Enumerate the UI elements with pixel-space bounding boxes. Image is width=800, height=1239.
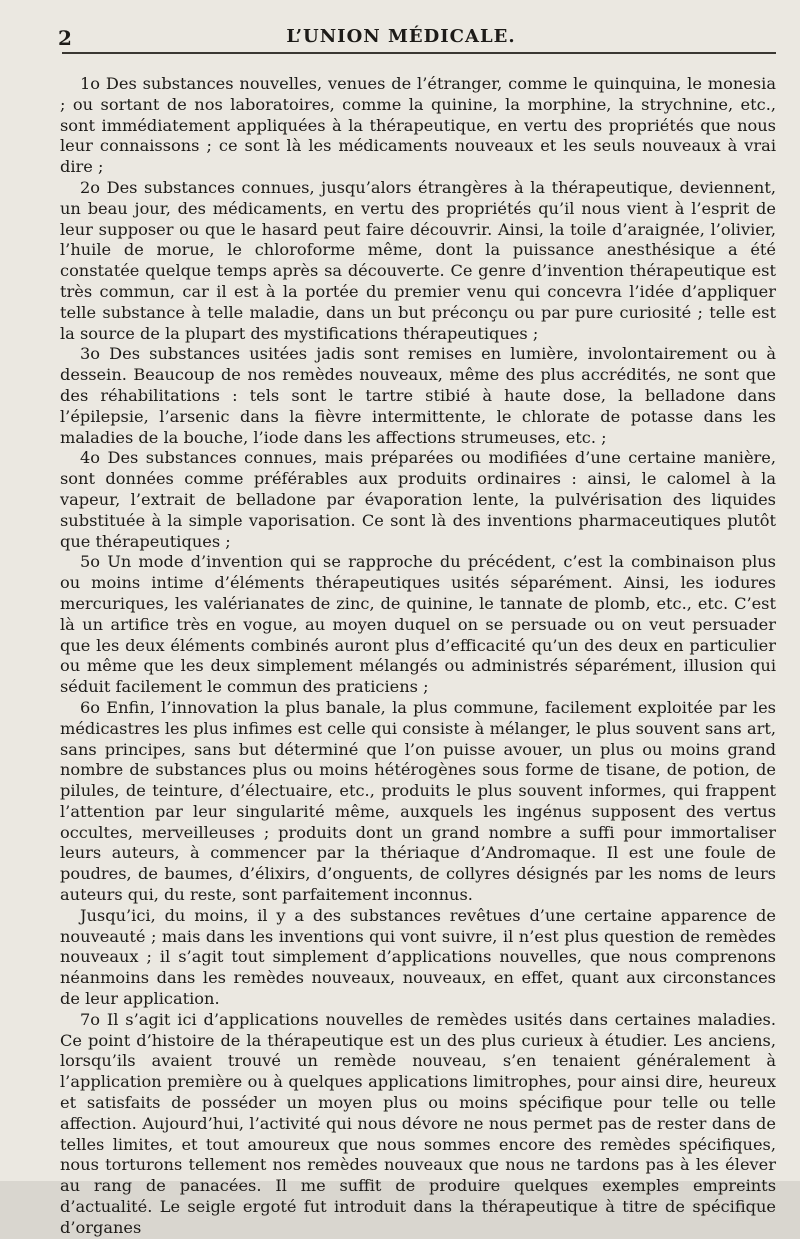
paragraph-5: 5o Un mode d’invention qui se rapproche du précédent, c’est la combinaison plus ou moins intime d’éléments thérapeutiques usités séparément. Ainsi, les iodures mercuriques, les valérianates de zinc, de quinine, le tannate de plomb, etc., etc. C’est là un artifice très en vogue, au moyen duquel on se persuade ou on veut persuader que les deux éléments combinés auront plus d’efficacité qu’un des deux en particulier ou même que les deux simplement mélangés ou administrés séparément, illusion qui séduit facilement le commun des praticiens ; xyxy=(60,552,776,697)
paragraph-4: 4o Des substances connues, mais préparées ou modifiées d’une certaine manière, sont données comme préférables aux produits ordinaires : ainsi, le calomel à la vapeur, l’extrait de belladone par évaporation lente, la pulvérisation des liquides substituée à la simple vaporisation. Ce sont là des inventions pharmaceutiques plutôt que thérapeutiques ; xyxy=(60,448,776,551)
page-number: 2 xyxy=(58,26,72,50)
paragraph-3: 3o Des substances usitées jadis sont remises en lumière, involontairement ou à dessein. Beaucoup de nos remèdes nouveaux, même des plus accrédités, ne sont que des réhabilitations : tels sont le tartre stibié à haute dose, la belladone dans l’épilepsie, l’arsenic dans la fièvre intermittente, le chlorate de potasse dans les maladies de la bouche, l’iode dans les affections strumeuses, etc. ; xyxy=(60,344,776,447)
body-text xyxy=(60,74,776,1239)
running-head xyxy=(58,18,776,54)
paragraph-7: Jusqu’ici, du moins, il y a des substances revêtues d’une certaine apparence de nouveauté ; mais dans les inventions qui vont suivre, il n’est plus question de remèdes nouveaux ; il s’agit tout simplement d’applications nouvelles, que nous comprenons néanmoins dans les remèdes nouveaux, nouveaux, en effet, quant aux circonstances de leur application. xyxy=(60,905,776,1009)
journal-title: L’UNION MÉDICALE. xyxy=(286,26,516,47)
paragraph-6: 6o Enfin, l’innovation la plus banale, la plus commune, facilement exploitée par les médicastres les plus infimes est celle qui consiste à mélanger, le plus souvent sans art, sans principes, sans but déterminé que l’on puisse avouer, un plus ou moins grand nombre de substances plus ou moins hétérogènes sous forme de tisane, de potion, de pilules, de teinture, d’électuaire, etc., produits le plus souvent informes, qui frappent l’attention par leur singularité même, auxquels les ingénus supposent des vertus occultes, merveilleuses ; produits dont un grand nombre a suffi pour immortaliser leurs auteurs, à commencer par la thériaque d’Andromaque. Il est une foule de poudres, de baumes, d’élixirs, d’onguents, de collyres désignés par les noms de leurs auteurs qui, du reste, sont parfaitement inconnus. xyxy=(60,697,776,905)
paragraph-2: 2o Des substances connues, jusqu’alors étrangères à la thérapeutique, deviennent, un beau jour, des médicaments, en vertu des propriétés qu’il nous vient à l’esprit de leur supposer ou que le hasard peut faire découvrir. Ainsi, la toile d’araignée, l’olivier, l’huile de morue, le chloroforme même, dont la puissance anesthésique a été constatée quelque temps après sa découverte. Ce genre d’invention thérapeutique est très commun, car il est à la portée du premier venu qui concevra l’idée d’appliquer telle substance à telle maladie, dans un but préconçu ou par pure curiosité ; telle est la source de la plupart des mystifications thérapeutiques ; xyxy=(60,177,776,343)
paragraph-1: 1o Des substances nouvelles, venues de l’étranger, comme le quinquina, le monesia ; ou sortant de nos laboratoires, comme la quinine, la morphine, la strychnine, etc., sont immédiatement appliquées à la thérapeutique, en vertu des propriétés que nous leur connaissons ; ce sont là les médicaments nouveaux et les seuls nouveaux à vrai dire ; xyxy=(60,74,776,177)
paragraph-8: 7o Il s’agit ici d’applications nouvelles de remèdes usités dans certaines maladies. Ce point d’histoire de la thérapeutique est un des plus curieux à étudier. Les anciens, lorsqu’ils avaient trouvé un remède nouveau, s’en tenaient généralement à l’application première ou à quelques applications limitrophes, pour ainsi dire, heureux et satisfaits de posséder un moyen plus ou moins spécifique pour telle ou telle affection. Aujourd’hui, l’activité qui nous dévore ne nous permet pas de rester dans de telles limites, et tout amoureux que nous sommes encore des remèdes spécifiques, nous torturons tellement nos remèdes nouveaux que nous ne tardons pas à les élever au rang de panacées. Il me suffit de produire quelques exemples empreints d’actualité. Le seigle ergoté fut introduit dans la thérapeutique à titre de spécifique d’organes xyxy=(60,1009,776,1237)
